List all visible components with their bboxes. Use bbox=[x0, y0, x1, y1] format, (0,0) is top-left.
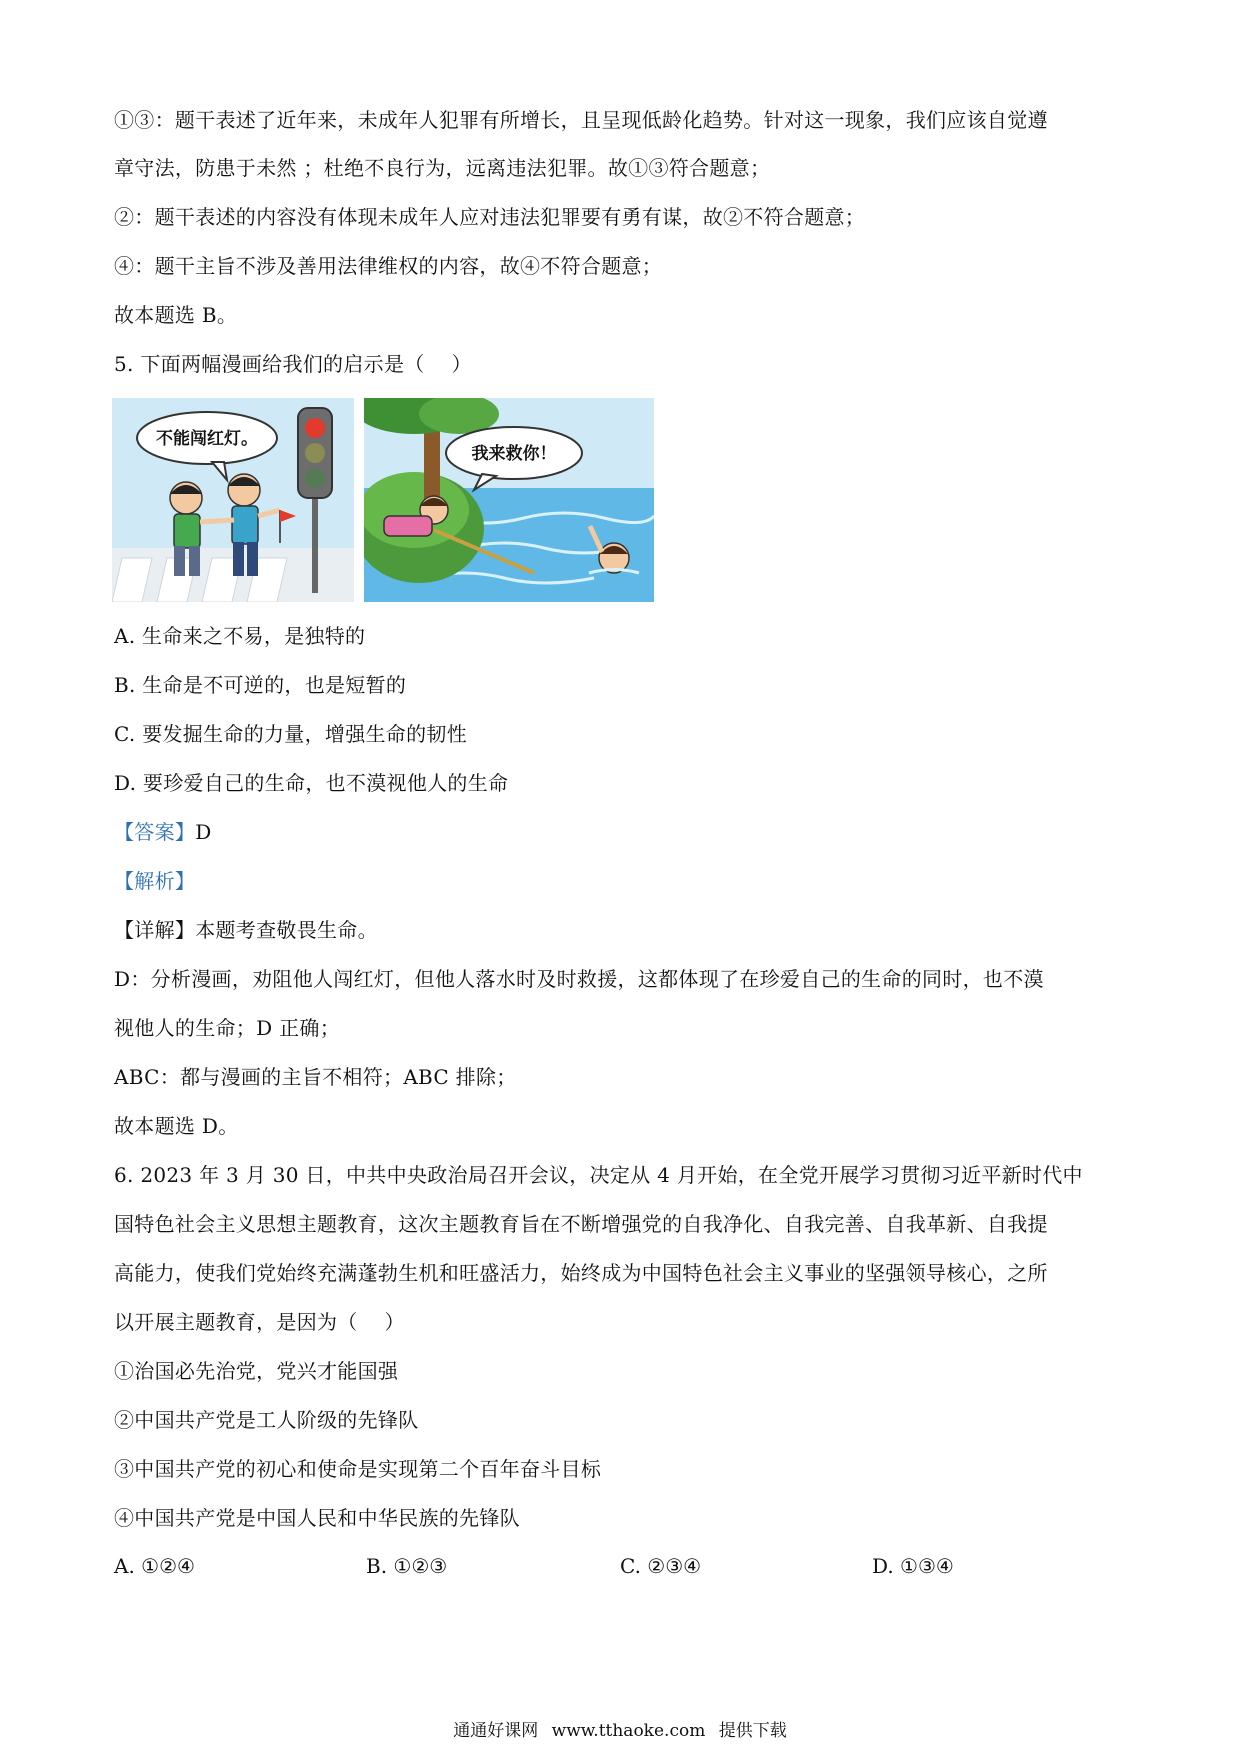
footer-suffix: 提供下载 bbox=[718, 1721, 787, 1741]
q5-explanation-line-1: D：分析漫画，劝阻他人闯红灯，但他人落水时及时救援，这都体现了在珍爱自己的生命的同时，也不漠 bbox=[114, 967, 1044, 991]
footer-url[interactable]: www.tthaoke.com bbox=[551, 1721, 706, 1741]
q5-option-a: A. 生命来之不易，是独特的 bbox=[114, 624, 366, 648]
q5-option-c: C. 要发掘生命的力量，增强生命的韧性 bbox=[114, 722, 468, 746]
q5-option-b: B. 生命是不可逆的，也是短暂的 bbox=[114, 673, 407, 697]
q6-statement-4: ④中国共产党是中国人民和中华民族的先锋队 bbox=[114, 1506, 520, 1530]
comic-rescue bbox=[364, 398, 654, 602]
q6-statement-3: ③中国共产党的初心和使命是实现第二个百年奋斗目标 bbox=[114, 1457, 602, 1481]
footer-site-name: 通通好课网 bbox=[453, 1721, 539, 1741]
prev-explanation-line-3: ②：题干表述的内容没有体现未成年人应对违法犯罪要有勇有谋，故②不符合题意； bbox=[114, 205, 866, 229]
q6-statement-2: ②中国共产党是工人阶级的先锋队 bbox=[114, 1408, 419, 1432]
q5-comics bbox=[112, 398, 654, 602]
q5-detail: 【详解】本题考查敬畏生命。 bbox=[114, 918, 378, 942]
prev-explanation-line-4: ④：题干主旨不涉及善用法律维权的内容，故④不符合题意； bbox=[114, 254, 663, 278]
q6-choice-d: D. ①③④ bbox=[872, 1554, 954, 1578]
answer-tag: 【答案】 bbox=[114, 820, 196, 844]
q5-explanation-line-2: 视他人的生命；D 正确； bbox=[114, 1016, 340, 1040]
comic-right-bubble-text: 我来救你！ bbox=[471, 444, 557, 464]
q5-explanation-line-3: ABC：都与漫画的主旨不相符；ABC 排除； bbox=[114, 1065, 517, 1089]
q6-choice-a: A. ①②④ bbox=[114, 1554, 195, 1578]
prev-explanation-line-1: ①③：题干表述了近年来，未成年人犯罪有所增长，且呈现低龄化趋势。针对这一现象，我们应该自觉遵 bbox=[114, 108, 1048, 132]
q5-conclusion: 故本题选 D。 bbox=[114, 1114, 239, 1138]
q6-choice-c: C. ②③④ bbox=[620, 1554, 702, 1578]
comic-left-bubble-text: 不能闯红灯。 bbox=[156, 429, 258, 449]
comic-red-light bbox=[112, 398, 354, 602]
prev-conclusion: 故本题选 B。 bbox=[114, 303, 238, 327]
answer-value: D bbox=[195, 820, 212, 844]
page-footer bbox=[0, 1719, 1240, 1743]
q6-stem-line-3: 高能力，使我们党始终充满蓬勃生机和旺盛活力，始终成为中国特色社会主义事业的坚强领导核心，之所 bbox=[114, 1261, 1048, 1285]
q6-choices bbox=[114, 1551, 1134, 1581]
q6-stem-line-4: 以开展主题教育，是因为（ ） bbox=[114, 1310, 405, 1334]
q5-answer bbox=[114, 817, 1134, 847]
prev-explanation-line-2: 章守法，防患于未然 ；杜绝不良行为，远离违法犯罪。故①③符合题意； bbox=[114, 156, 771, 180]
q5-option-d: D. 要珍爱自己的生命，也不漠视他人的生命 bbox=[114, 771, 509, 795]
q6-stem-line-1: 6. 2023 年 3 月 30 日，中共中央政治局召开会议，决定从 4 月开始，在全党开展学习贯彻习近平新时代中 bbox=[114, 1163, 1083, 1187]
q6-choice-b: B. ①②③ bbox=[366, 1554, 448, 1578]
comic-rescue-illustration bbox=[364, 398, 654, 602]
q6-statement-1: ①治国必先治党，党兴才能国强 bbox=[114, 1359, 399, 1383]
comic-red-light-illustration bbox=[112, 398, 354, 602]
q5-stem: 5. 下面两幅漫画给我们的启示是（ ） bbox=[114, 352, 472, 376]
analysis-tag: 【解析】 bbox=[114, 869, 196, 893]
q6-stem-line-2: 国特色社会主义思想主题教育，这次主题教育旨在不断增强党的自我净化、自我完善、自我革新、自我提 bbox=[114, 1212, 1048, 1236]
